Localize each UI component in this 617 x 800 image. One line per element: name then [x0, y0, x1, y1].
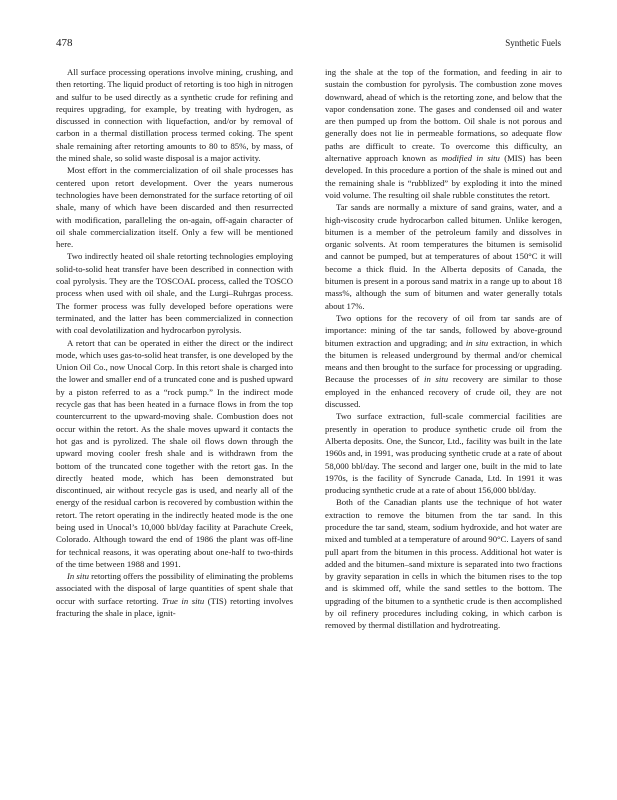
- paragraph: [325, 66, 562, 201]
- paragraph: [325, 312, 562, 410]
- left-column: [56, 66, 293, 619]
- paragraph-text: recovery are similar to those employed in the enhanced recovery of crude oil, they are not discussed.: [325, 374, 562, 410]
- right-column: [325, 66, 562, 632]
- paragraph: All surface processing operations involve mining, crushing, and then retorting. The liquid product of retorting is too high in nitrogen and sulfur to be used directly as a synthetic crude for refining and requires upgrading, for example, by treating with hydrogen, as discussed in connection with liquefaction, and/or by removal of carbon in a thermal distillation process termed coking. The spent shale remaining after retorting amounts to 80 to 85%, by mass, of the mined shale, so solid waste disposal is a major activity.: [56, 67, 293, 164]
- paragraph: Both of the Canadian plants use the technique of hot water extraction to remove the bitumen from the tar sand. In this procedure the tar sand, steam, sodium hydroxide, and hot water are mixed and tumbled at a temperature of around 90°C. Layers of sand pull apart from the bitumen in this process. Additional hot water is added and the bitumen–sand mixture is separated into two fractions by gravity separation in cells in which the bitumen rises to the top and is skimmed off, while the sand settles to the bottom. The upgrading of the bitumen to a synthetic crude is then accomplished by oil refinery procedures including coking, in which carbon is removed by thermal distillation and hydrotreating.: [325, 497, 562, 631]
- paragraph-text: retorting offers the possibility of eliminating the problems associated with the disposal of large quantities of spent shale that occur with surface retorting.: [56, 571, 293, 606]
- paragraph-text: Two options for the recovery of oil from tar sands are of importance: mining of the tar sands, followed by above-ground bitumen extraction and upgrading; and: [325, 312, 562, 348]
- paragraph: Most effort in the commercialization of oil shale processes has centered upon retort development. Over the years numerous technologies have been demonstrated for the surface retorting of oil shale, many of which have been discarded and then resurrected with modification, paralleling the on-again, off-again character of oil shale commercialization itself. Only a few will be mentioned here.: [56, 165, 293, 250]
- paragraph: Two surface extraction, full-scale commercial facilities are presently in operation to produce synthetic crude oil from the Alberta deposits. One, the Suncor, Ltd., facility was built in the late 1960s and, in 1991, was producing synthetic crude at a rate of about 58,000 bbl/day. The second and larger one, built in the mid to late 1970s, is the facility of Syncrude Canada, Ltd. In 1991 it was producing synthetic crude at a rate of about 156,000 bbl/day.: [325, 411, 562, 496]
- paragraph: [56, 570, 293, 619]
- paragraph-text: (TIS) retorting involves fracturing the shale in place, ignit-: [56, 595, 293, 619]
- page-header: [56, 37, 561, 49]
- paragraph: Two indirectly heated oil shale retorting technologies employing solid-to-solid heat transfer have been described in connection with coal pyrolysis. They are the TOSCOAL process, called the TOSCO process when used with oil shale, and the Lurgi–Ruhrgas process. The former process was fully developed before operations were terminated, and the latter has been commercialized in connection with coal devolatilization and hydrocarbon pyrolysis.: [56, 251, 293, 336]
- paragraph-text: (MIS) has been developed. In this procedure a portion of the shale is mined out and the remaining shale is “rubblized” by exploding it into the mined void volume. The resulting oil shale rubble constitutes the retort.: [325, 153, 562, 200]
- paragraph: A retort that can be operated in either the direct or the indirect mode, which uses gas-to-solid heat transfer, is one developed by the Union Oil Co., now Unocal Corp. In this retort shale is charged into the lower and smaller end of a truncated cone and is pushed upward by a piston referred to as a “rock pump.” In the indirect mode recycle gas that has been heated in a furnace flows in from the top countercurrent to the upward-moving shale. Combustion does not occur within the retort. As the shale moves upward it contacts the hot gas and is pyrolized. The shale oil flows down through the upward moving cooler fresh shale and is withdrawn from the bottom of the truncated cone together with the retort gas. In the directly heated mode, which has been demonstrated but discontinued, air without recycle gas is used, and nearly all of the energy of the residual carbon is recovered by combustion within the retort. The retort operating in the indirectly heated mode is the one being used in Unocal’s 10,000 bbl/day facility at Parachute Creek, Colorado. Although toward the end of 1986 the plant was off-line for technical reasons, it was operating about one-half to two-thirds of the time between 1988 and 1991.: [56, 337, 293, 569]
- running-head: Synthetic Fuels: [505, 38, 561, 48]
- italic-term: modified in situ: [441, 153, 500, 164]
- italic-term: In situ: [67, 571, 89, 582]
- paragraph-text: ing the shale at the top of the formation, and feeding in air to sustain the combustion for pyrolysis. The combustion zone moves downward, ahead of which is the retorting zone, and below that the vapor condensation zone. The gases and condensed oil and water are then pumped up from the bottom. Oil shale is not porous and generally does not lie in permeable formations, so adequate flow paths are difficult to create. To overcome this difficulty, an alternative approach known as: [325, 67, 562, 164]
- page-number: 478: [56, 37, 73, 49]
- paragraph-text: extraction, in which the bitumen is released underground by thermal and/or chemical means and then brought to the surface for processing or upgrading. Because the processes of: [325, 337, 562, 385]
- italic-term: in situ: [424, 374, 449, 385]
- paragraph: Tar sands are normally a mixture of sand grains, water, and a high-viscosity crude hydrocarbon called bitumen. Unlike kerogen, bitumen is a member of the petroleum family and dissolves in organic solvents. At room temperatures the bitumen is semisolid and cannot be pumped, but at temperatures of about 150°C it will become a thick fluid. In the Alberta deposits of Canada, the bitumen is present in a porous sand matrix in a range up to about 18 mass%, although the sum of bitumen and water generally totals about 17%.: [325, 202, 562, 311]
- italic-term: in situ: [465, 337, 489, 348]
- italic-term: True in situ: [161, 595, 205, 606]
